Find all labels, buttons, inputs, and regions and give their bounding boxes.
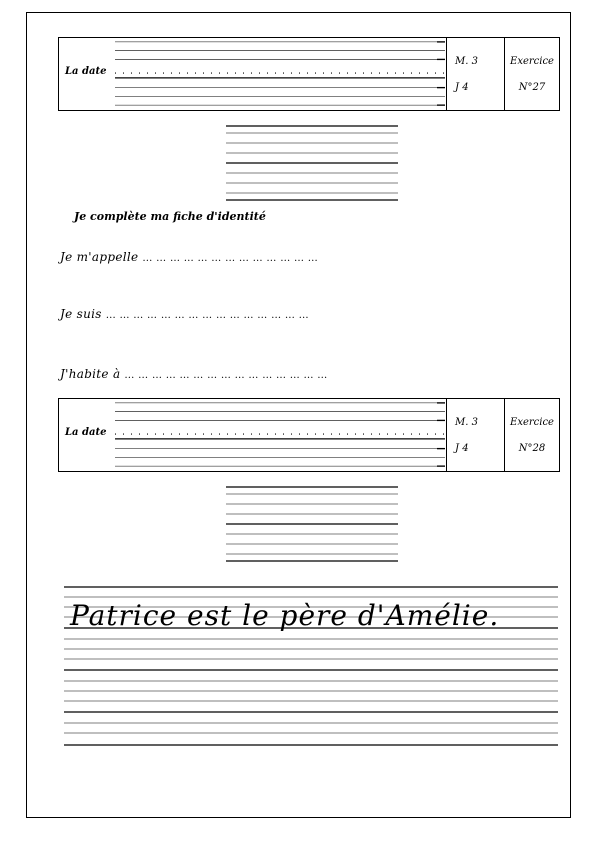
j-label: J 4 <box>455 82 469 93</box>
fill-line-identity[interactable] <box>60 307 309 321</box>
fill-line-name[interactable] <box>60 250 318 264</box>
header-box-exercise-27 <box>58 37 560 111</box>
fill-line-address[interactable] <box>60 367 328 381</box>
exercise-cell <box>504 38 559 110</box>
date-label: La date <box>65 66 107 77</box>
exercise-label: Exercice <box>510 56 554 67</box>
exercise-number: N°28 <box>518 443 546 454</box>
model-sentence: Patrice est le père d'Amélie. <box>70 599 500 632</box>
fill-line-dots: … … … … … … … … … … … … … … … <box>105 310 309 321</box>
fill-line-prompt: Je suis <box>60 307 102 321</box>
fill-line-prompt: Je m'appelle <box>60 250 139 264</box>
fill-line-dots: … … … … … … … … … … … … … <box>142 253 319 264</box>
fill-line-prompt: J'habite à <box>60 367 121 381</box>
level-cell <box>446 38 504 110</box>
handwriting-practice-block[interactable] <box>64 585 558 750</box>
level-cell <box>446 399 504 471</box>
date-label: La date <box>65 427 107 438</box>
header-box-exercise-28 <box>58 398 560 472</box>
m-label: M. 3 <box>455 56 478 67</box>
exercise-label: Exercice <box>510 417 554 428</box>
mini-writing-lines[interactable] <box>226 123 398 203</box>
fill-line-dots: … … … … … … … … … … … … … … … <box>124 370 328 381</box>
date-writing-lines[interactable] <box>115 38 445 110</box>
date-writing-lines[interactable] <box>115 399 445 471</box>
m-label: M. 3 <box>455 417 478 428</box>
exercise-cell <box>504 399 559 471</box>
j-label: J 4 <box>455 443 469 454</box>
mini-writing-lines[interactable] <box>226 484 398 564</box>
instruction: Je complète ma fiche d'identité <box>74 210 266 223</box>
exercise-number: N°27 <box>518 82 546 93</box>
